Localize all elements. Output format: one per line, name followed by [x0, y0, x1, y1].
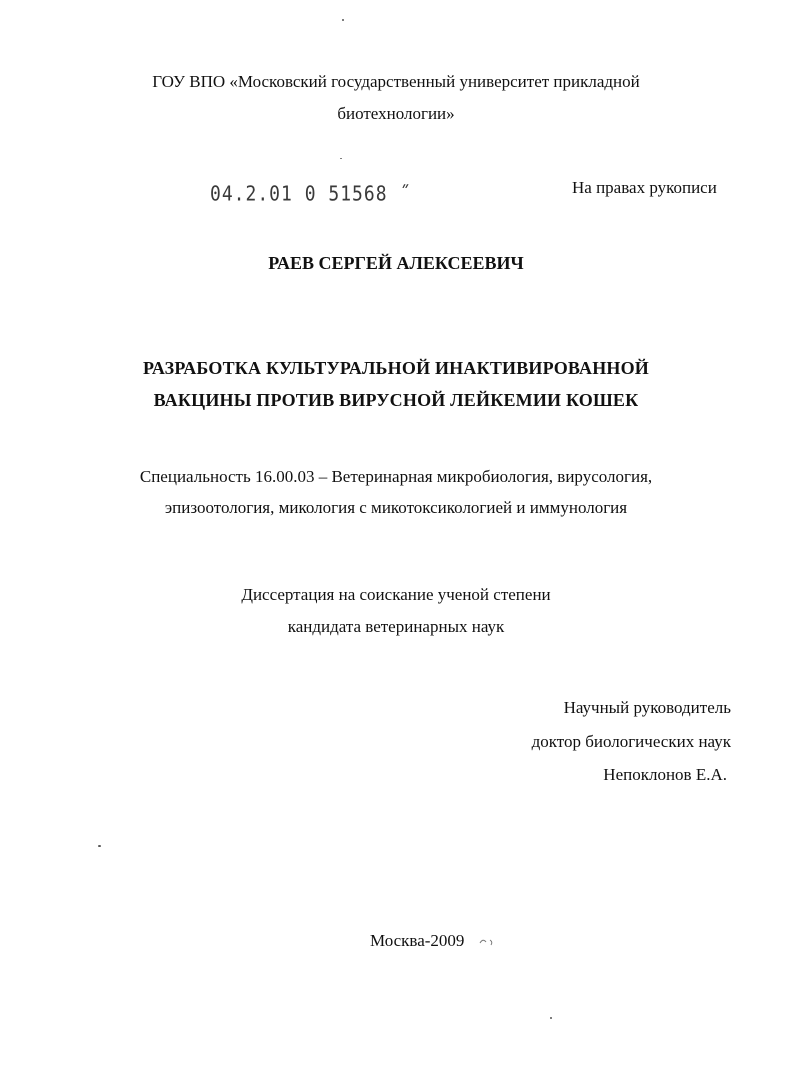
rights-notice: На правах рукописи: [572, 178, 717, 197]
author-name: РАЕВ СЕРГЕЙ АЛЕКСЕЕВИЧ: [268, 253, 524, 273]
supervisor-degree: доктор биологических наук: [531, 732, 731, 751]
supervisor-role: Научный руководитель: [563, 698, 731, 717]
specialty-line-1: Специальность 16.00.03 – Ветеринарная микробиология, вирусология,: [139, 467, 653, 486]
handwritten-mark: [478, 934, 498, 948]
specialty-line-2: эпизоотология, микология с микотоксикологией и иммунология: [164, 498, 628, 517]
scan-speck: [340, 158, 342, 159]
degree-line-2: кандидата ветеринарных наук: [287, 617, 505, 636]
scan-speck: [342, 19, 344, 21]
thesis-title-line-1: РАЗРАБОТКА КУЛЬТУРАЛЬНОЙ ИНАКТИВИРОВАННОЙ: [142, 358, 649, 378]
supervisor-name: Непоклонов Е.А.: [603, 765, 727, 784]
registration-stamp: 04.2.01 0 51568 ˝: [210, 182, 412, 207]
scan-speck: [98, 845, 101, 847]
scan-speck: [550, 1017, 552, 1019]
institution-line-2: биотехнологии»: [337, 104, 455, 123]
degree-line-1: Диссертация на соискание ученой степени: [241, 585, 551, 604]
institution-line-1: ГОУ ВПО «Московский государственный университет прикладной: [152, 72, 640, 91]
thesis-title-line-2: ВАКЦИНЫ ПРОТИВ ВИРУСНОЙ ЛЕЙКЕМИИ КОШЕК: [153, 390, 639, 410]
place-year: Москва-2009: [370, 931, 465, 950]
